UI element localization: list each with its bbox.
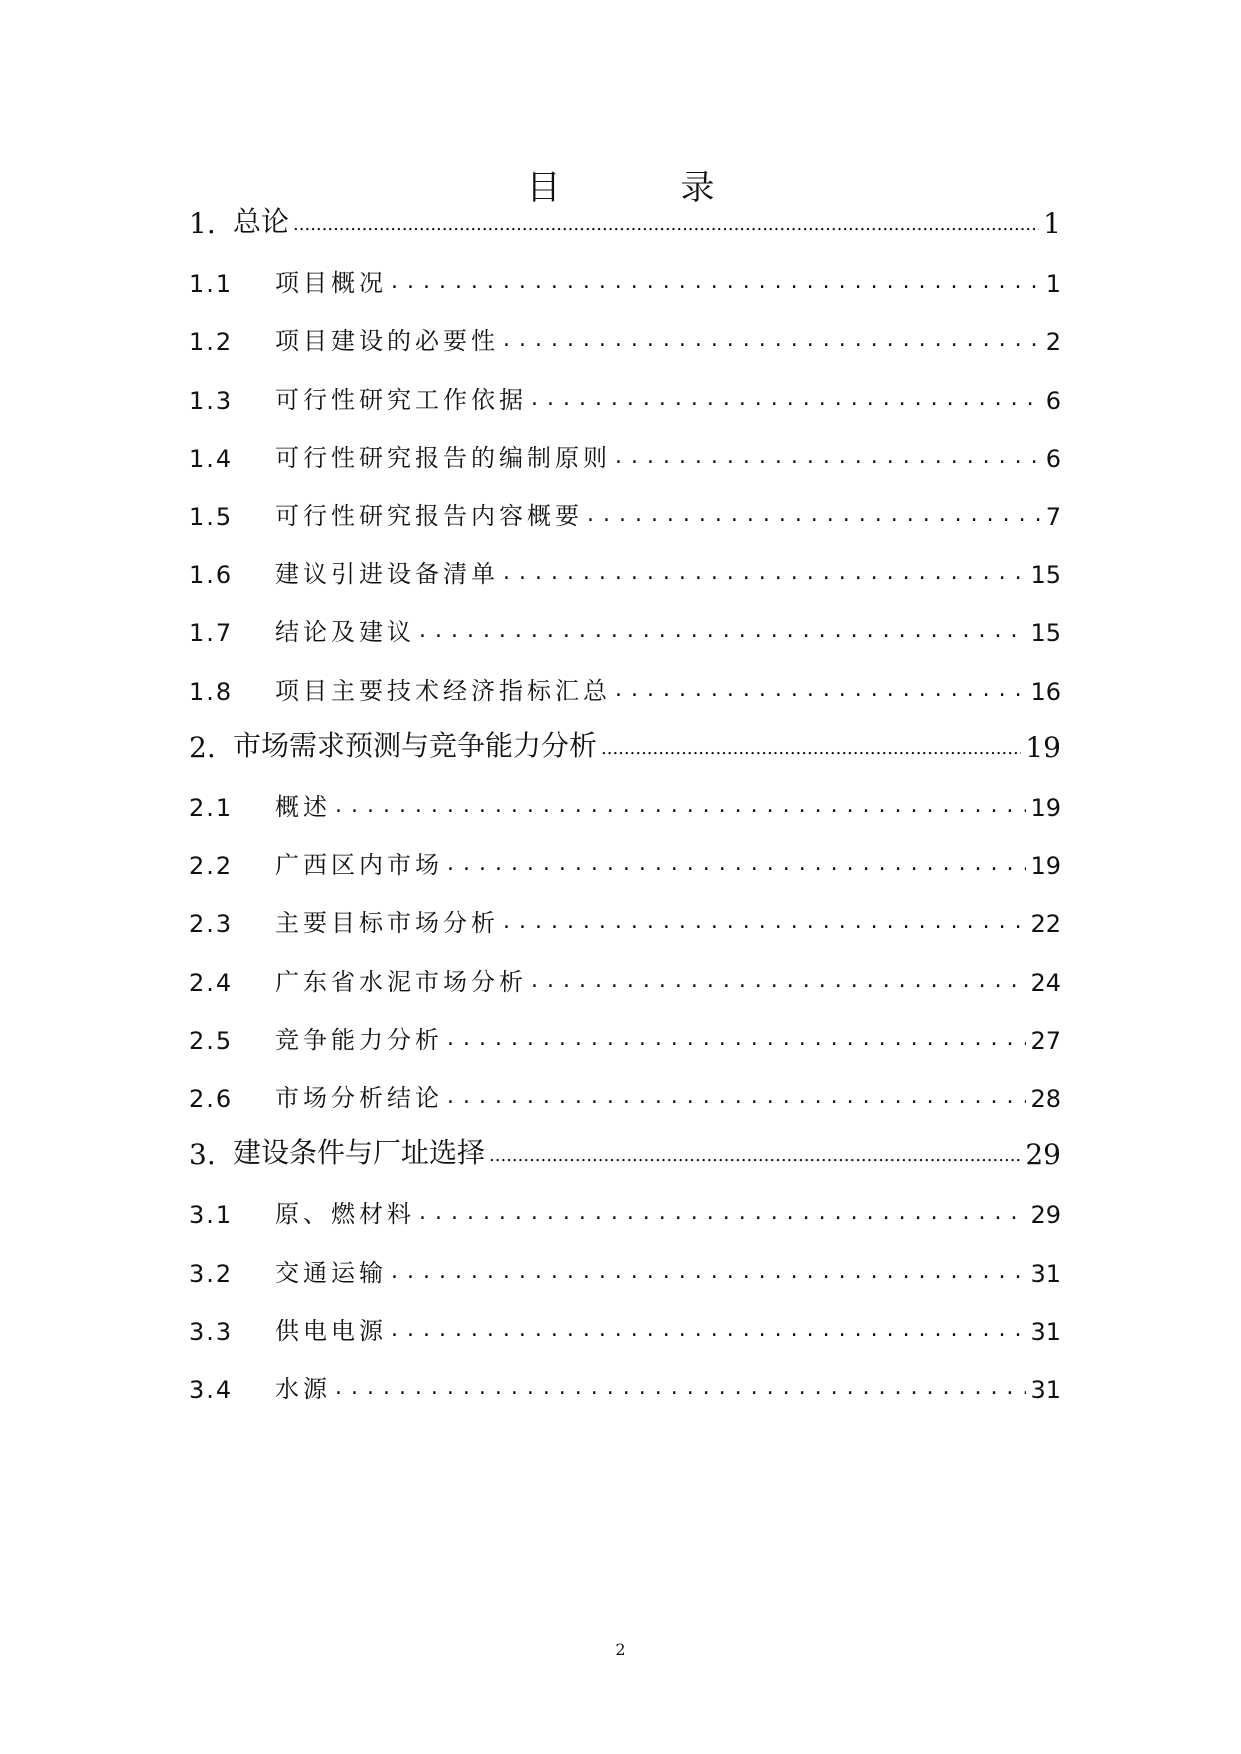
toc-entry-page: 15 <box>1030 619 1061 648</box>
toc-entry-number: 1.7 <box>189 619 234 648</box>
toc-entry-label: 主要目标市场分析 <box>275 909 499 938</box>
toc-entry-number: 1.2 <box>189 328 234 357</box>
toc-entry-number: 3. <box>189 1138 216 1172</box>
toc-entry-number: 2.5 <box>189 1026 234 1055</box>
toc-entry-page: 31 <box>1030 1259 1061 1288</box>
toc-entry-label: 水源 <box>275 1375 331 1403</box>
toc-entry-number: 1.5 <box>189 503 234 531</box>
toc-dot-leader <box>335 792 1026 822</box>
toc-entry-label: 概述 <box>275 793 331 821</box>
toc-entry-page: 15 <box>1030 561 1061 590</box>
toc-chapter-entry[interactable] <box>189 1131 1061 1171</box>
toc-section-entry[interactable] <box>189 433 1061 473</box>
toc-dot-leader <box>419 1199 1026 1229</box>
toc-entry-page: 16 <box>1030 677 1061 706</box>
toc-chapter-entry[interactable] <box>189 200 1061 240</box>
toc-entry-page: 19 <box>1025 730 1061 764</box>
toc-entry-page: 31 <box>1030 1317 1061 1346</box>
toc-section-entry[interactable] <box>189 898 1061 938</box>
toc-dot-leader <box>531 385 1042 415</box>
toc-entry-label: 项目建设的必要性 <box>275 327 499 356</box>
toc-dot-leader <box>615 676 1026 706</box>
toc-section-entry[interactable] <box>189 840 1061 880</box>
toc-entry-label: 总论 <box>233 205 290 238</box>
toc-entry-label: 可行性研究工作依据 <box>275 385 527 414</box>
toc-entry-number: 2.3 <box>189 910 234 939</box>
toc-entry-number: 2.2 <box>189 852 234 881</box>
toc-entry-page: 29 <box>1025 1138 1061 1172</box>
toc-entry-page: 6 <box>1045 386 1061 415</box>
toc-entry-page: 28 <box>1030 1085 1061 1113</box>
toc-entry-number: 2.6 <box>189 1085 234 1113</box>
toc-dot-leader <box>531 967 1026 997</box>
toc-section-entry[interactable] <box>189 1364 1061 1404</box>
toc-section-entry[interactable] <box>189 1306 1061 1346</box>
toc-entry-number: 3.3 <box>189 1317 234 1346</box>
toc-entry-label: 广东省水泥市场分析 <box>275 967 527 996</box>
toc-dot-leader <box>503 908 1026 938</box>
toc-entry-page: 2 <box>1045 328 1061 357</box>
title-char-left: 目 <box>526 168 561 208</box>
toc-dot-leader <box>503 326 1042 356</box>
toc-dot-leader <box>615 443 1042 473</box>
toc-dot-leader <box>391 1316 1026 1346</box>
toc-entry-label: 建议引进设备清单 <box>275 560 499 589</box>
page-number: 2 <box>615 1640 626 1659</box>
toc-entry-number: 3.2 <box>189 1259 234 1288</box>
toc-section-entry[interactable] <box>189 957 1061 997</box>
toc-dot-leader <box>447 1025 1026 1055</box>
toc-entry-label: 建设条件与厂址选择 <box>233 1136 486 1170</box>
toc-section-entry[interactable] <box>189 491 1061 531</box>
toc-section-entry[interactable] <box>189 666 1061 706</box>
toc-section-entry[interactable] <box>189 1189 1061 1229</box>
toc-entry-number: 2.4 <box>189 968 234 997</box>
toc-chapter-entry[interactable] <box>189 724 1061 764</box>
toc-entry-label: 结论及建议 <box>275 618 415 647</box>
toc-entry-page: 29 <box>1030 1201 1061 1230</box>
toc-entry-page: 31 <box>1030 1376 1061 1404</box>
toc-entry-number: 1.3 <box>189 386 234 415</box>
toc-dot-leader <box>489 1141 1021 1171</box>
toc-entry-page: 19 <box>1030 794 1061 822</box>
toc-entry-label: 市场需求预测与竞争能力分析 <box>233 728 598 762</box>
toc-entry-label: 竞争能力分析 <box>275 1025 443 1054</box>
toc-entry-page: 6 <box>1045 444 1061 473</box>
toc-section-entry[interactable] <box>189 782 1061 822</box>
toc-entry-number: 1.4 <box>189 444 234 473</box>
toc-section-entry[interactable] <box>189 258 1061 298</box>
toc-entry-label: 项目概况 <box>275 269 387 298</box>
toc-dot-leader <box>391 268 1042 298</box>
toc-dot-leader <box>335 1374 1026 1404</box>
toc-entry-label: 交通运输 <box>275 1258 387 1287</box>
toc-section-entry[interactable] <box>189 607 1061 647</box>
toc-section-entry[interactable] <box>189 1073 1061 1113</box>
toc-entry-number: 1.6 <box>189 561 234 590</box>
title-char-right: 录 <box>680 168 715 208</box>
toc-entry-label: 原、燃材料 <box>275 1200 415 1229</box>
toc-dot-leader <box>419 617 1026 647</box>
toc-section-entry[interactable] <box>189 1248 1061 1288</box>
toc-entry-number: 1.8 <box>189 677 234 706</box>
toc-entry-label: 供电电源 <box>275 1316 387 1345</box>
toc-entry-page: 22 <box>1030 910 1061 939</box>
toc-entry-number: 1.1 <box>189 270 234 299</box>
toc-dot-leader <box>391 1258 1026 1288</box>
toc-entry-number: 2. <box>189 730 216 764</box>
toc-entry-page: 19 <box>1030 852 1061 881</box>
toc-dot-leader <box>447 1083 1026 1113</box>
toc-section-entry[interactable] <box>189 549 1061 589</box>
toc-dot-leader <box>587 501 1042 531</box>
toc-section-entry[interactable] <box>189 316 1061 356</box>
toc-entry-number: 3.4 <box>189 1376 234 1404</box>
toc-entry-page: 27 <box>1030 1026 1061 1055</box>
toc-entry-label: 可行性研究报告的编制原则 <box>275 443 611 472</box>
toc-entry-page: 24 <box>1030 968 1061 997</box>
toc-entry-page: 1 <box>1045 270 1061 299</box>
toc-entry-page: 1 <box>1043 207 1061 240</box>
toc-entry-label: 可行性研究报告内容概要 <box>275 502 583 530</box>
toc-dot-leader <box>601 734 1021 764</box>
toc-entry-label: 项目主要技术经济指标汇总 <box>275 676 611 705</box>
toc-entry-label: 广西区内市场 <box>275 851 443 880</box>
toc-dot-leader <box>447 850 1026 880</box>
toc-entry-label: 市场分析结论 <box>275 1084 443 1112</box>
toc-section-entry[interactable] <box>189 1015 1061 1055</box>
toc-section-entry[interactable] <box>189 375 1061 415</box>
toc-entry-number: 2.1 <box>189 794 234 822</box>
toc-dot-leader <box>293 210 1039 240</box>
toc-entry-number: 1. <box>189 207 216 240</box>
toc-dot-leader <box>503 559 1026 589</box>
toc-entry-number: 3.1 <box>189 1201 234 1230</box>
toc-entry-page: 7 <box>1045 503 1061 531</box>
